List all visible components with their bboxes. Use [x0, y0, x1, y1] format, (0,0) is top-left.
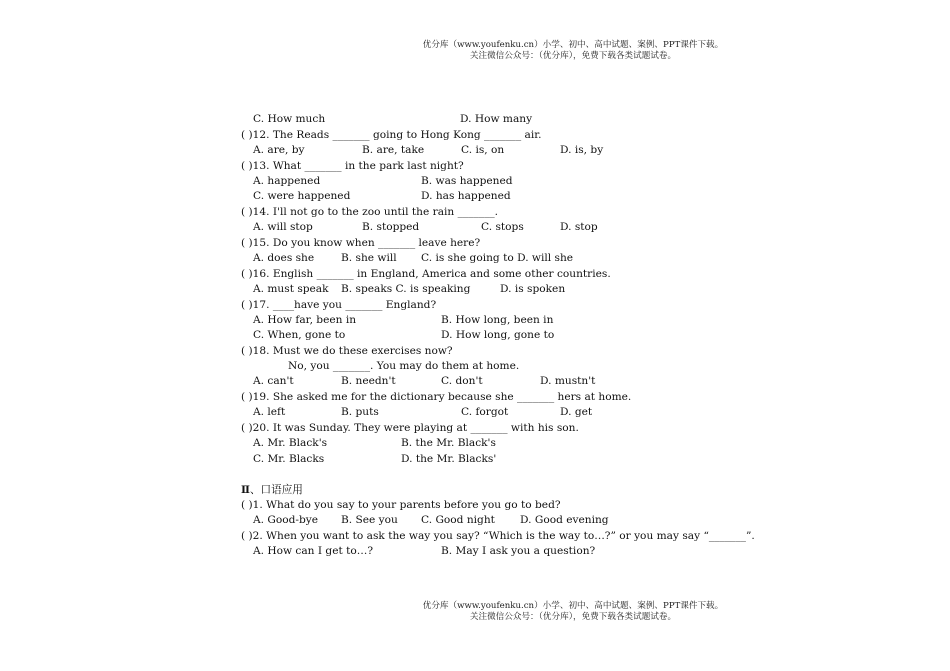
question-16: ( )16. English _______ in England, America and some other countries. [241, 268, 611, 280]
option-b: B. the Mr. Black's [401, 437, 496, 449]
option-d: D. get [560, 406, 593, 418]
header-line-1: 优分库（www.youfenku.cn）小学、初中、高中试题、案例、PPT课件下载。 [422, 40, 724, 50]
question-12: ( )12. The Reads _______ going to Hong Kong _______ air. [241, 129, 542, 141]
header-line-2: 关注微信公众号：（优分库），免费下载各类试题试卷。 [469, 51, 677, 61]
question-14: ( )14. I'll not go to the zoo until the rain _______. [241, 206, 499, 218]
option-c: C. were happened [253, 190, 351, 202]
question-18: ( )18. Must we do these exercises now? [241, 345, 453, 357]
question-19: ( )19. She asked me for the dictionary because she _______ hers at home. [241, 391, 632, 403]
option-a: A. must speak [253, 283, 329, 295]
section-numeral: Ⅱ [241, 484, 250, 496]
footer-line-1: 优分库（www.youfenku.cn）小学、初中、高中试题、案例、PPT课件下载。 [422, 601, 724, 611]
page-footer [388, 601, 758, 623]
question-17: ( )17. ____have you _______ England? [241, 299, 437, 311]
option-d: D. How long, gone to [441, 329, 555, 341]
option-a: A. Good-bye [253, 514, 319, 526]
option-c: C. Mr. Blacks [253, 453, 325, 465]
option-d: D. Good evening [520, 514, 609, 526]
option-b: B. How long, been in [441, 314, 554, 326]
question-20: ( )20. It was Sunday. They were playing at _______ with his son. [241, 422, 579, 434]
option-b-c: B. speaks C. is speaking [341, 283, 471, 295]
option-d: D. is spoken [500, 283, 566, 295]
option-b: B. May I ask you a question? [441, 545, 596, 557]
option-d: D. the Mr. Blacks' [401, 453, 497, 465]
dialogue-reply: No, you _______. You may do them at home. [288, 360, 520, 372]
section-title: 、口语应用 [249, 484, 303, 496]
option-b: B. was happened [421, 175, 513, 187]
option-c: C. How much [253, 113, 326, 125]
option-c: C. forgot [461, 406, 509, 418]
page-header [388, 40, 758, 62]
option-c: C. Good night [421, 514, 495, 526]
option-b: B. are, take [362, 144, 425, 156]
option-b: B. puts [341, 406, 379, 418]
option-c: C. don't [441, 375, 483, 387]
option-d: D. mustn't [540, 375, 596, 387]
question-13: ( )13. What _______ in the park last night? [241, 160, 464, 172]
option-c: C. stops [481, 221, 524, 233]
option-a: A. are, by [253, 144, 305, 156]
option-a: A. happened [253, 175, 321, 187]
option-a: A. will stop [253, 221, 313, 233]
option-b: B. she will [341, 252, 397, 264]
option-a: A. Mr. Black's [253, 437, 328, 449]
option-a: A. How far, been in [253, 314, 357, 326]
option-b: B. needn't [341, 375, 396, 387]
option-d: D. stop [560, 221, 598, 233]
option-c: C. When, gone to [253, 329, 346, 341]
section2-question-2: ( )2. When you want to ask the way you say? “Which is the way to…?” or you may say “_______”. [241, 530, 755, 542]
footer-line-2: 关注微信公众号：（优分库），免费下载各类试题试卷。 [469, 612, 677, 622]
option-a: A. How can I get to…? [253, 545, 374, 557]
option-d: D. has happened [421, 190, 511, 202]
option-b: B. stopped [362, 221, 420, 233]
section2-question-1: ( )1. What do you say to your parents before you go to bed? [241, 499, 561, 511]
option-a: A. can't [253, 375, 294, 387]
option-d: D. is, by [560, 144, 604, 156]
option-c: C. is, on [461, 144, 505, 156]
section-heading [241, 484, 303, 497]
option-d: D. How many [460, 113, 533, 125]
question-15: ( )15. Do you know when _______ leave here? [241, 237, 481, 249]
option-c-d: C. is she going to D. will she [421, 252, 574, 264]
option-a: A. does she [253, 252, 315, 264]
option-a: A. left [253, 406, 286, 418]
option-b: B. See you [341, 514, 398, 526]
